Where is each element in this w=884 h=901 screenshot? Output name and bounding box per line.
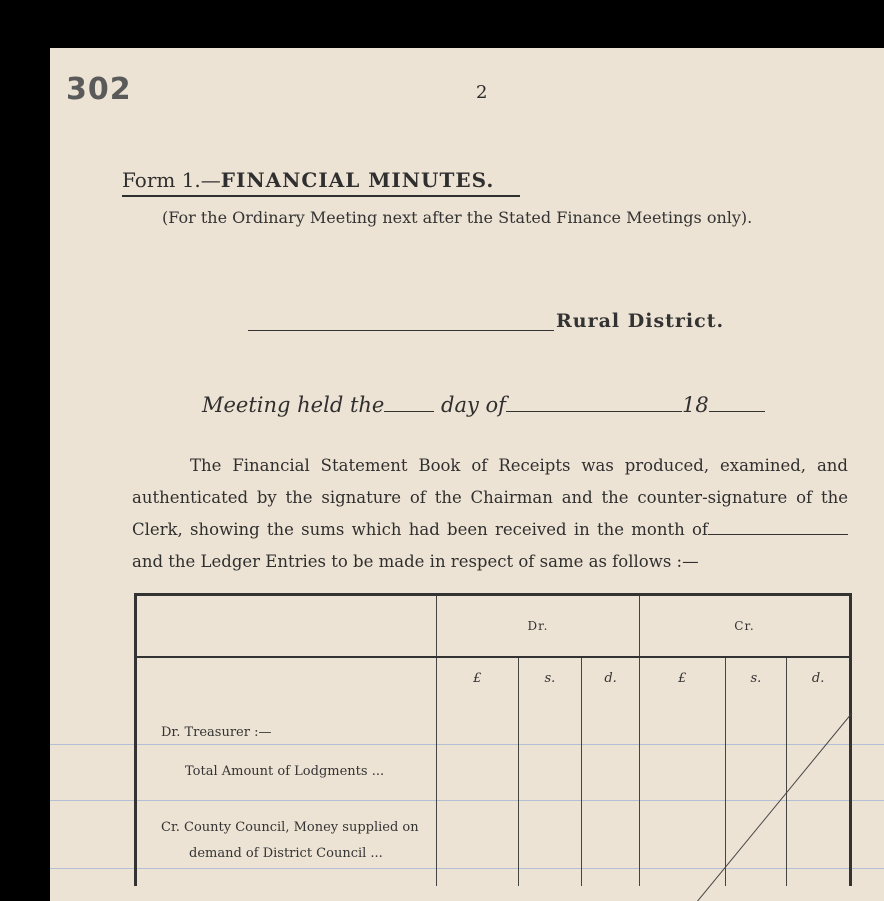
cr-shillings-col: s.: [725, 657, 787, 698]
row-label: Dr. Treasurer :—: [161, 725, 272, 740]
month-received-blank: [708, 533, 848, 535]
year-blank: [709, 410, 765, 412]
district-label: Rural District.: [556, 310, 725, 332]
description-header: [136, 595, 437, 658]
title-underline: [122, 195, 520, 197]
cr-pence-col: d.: [787, 657, 851, 698]
page-reference: 302: [66, 72, 132, 107]
row-label: Cr. County Council, Money supplied on: [161, 820, 419, 835]
document-page: [50, 48, 884, 901]
dr-shillings-col: s.: [518, 657, 582, 698]
dr-pence-col: d.: [582, 657, 640, 698]
form-title-main: FINANCIAL MINUTES.: [220, 168, 495, 192]
cancel-diagonal-line: [690, 713, 860, 901]
row-label: Total Amount of Lodgments ...: [185, 764, 385, 779]
meeting-text-3: 18: [681, 393, 709, 417]
month-blank: [506, 410, 682, 412]
meeting-line: [202, 393, 765, 417]
dr-pounds-col: £: [436, 657, 518, 698]
meeting-text-1: Meeting held the: [202, 393, 385, 417]
row-label: demand of District Council ...: [189, 846, 383, 861]
minutes-paragraph: [132, 450, 848, 578]
page-number: 2: [476, 82, 488, 103]
dr-header: Dr.: [436, 595, 639, 658]
paragraph-tail: and the Ledger Entries to be made in respect of same as follows :—: [132, 552, 699, 571]
meeting-text-2: day of: [441, 393, 506, 417]
ledger-row: [136, 820, 437, 846]
ledger-row: [136, 744, 437, 820]
district-name-blank: [248, 330, 554, 331]
form-title-prefix: Form 1.—: [122, 168, 221, 192]
form-title: [122, 168, 494, 192]
ledger-row: [136, 698, 437, 744]
cr-header: Cr.: [639, 595, 850, 658]
day-blank: [384, 410, 434, 412]
ledger-row: [136, 846, 437, 886]
form-subtitle: (For the Ordinary Meeting next after the Stated Finance Meetings only).: [162, 208, 753, 227]
cr-pounds-col: £: [639, 657, 725, 698]
paragraph-text: The Financial Statement Book of Receipts was produced, examined, and authenticated by the signature of the Chairman and the counter-signature of the Clerk, showing the sums which had been received in the month of: [132, 456, 848, 539]
